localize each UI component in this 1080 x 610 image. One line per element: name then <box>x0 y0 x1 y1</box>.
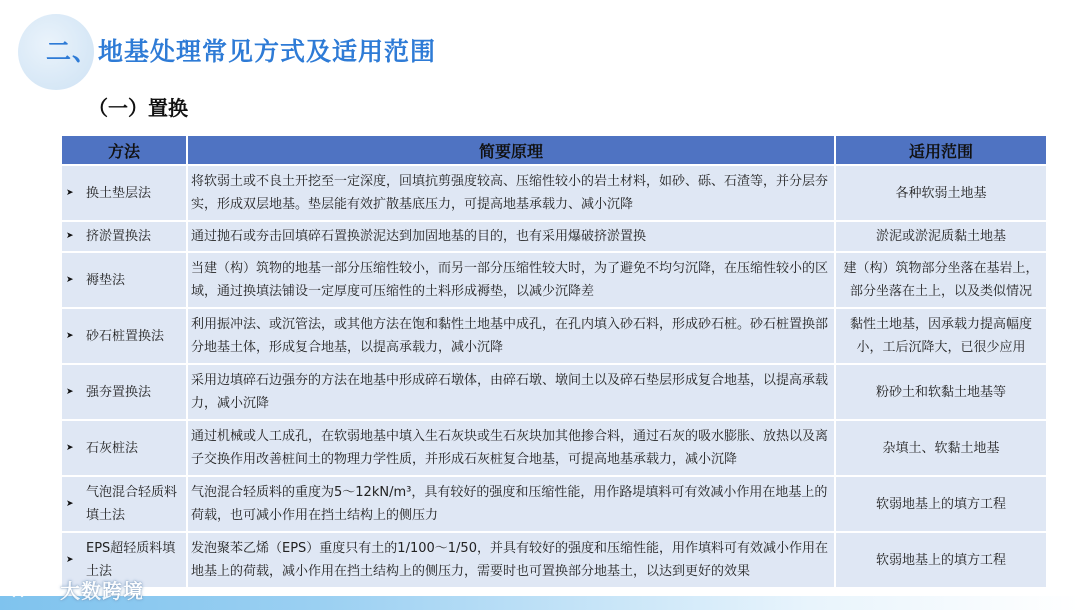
table-row <box>62 477 1046 531</box>
scope-cell: 淤泥或淤泥质黏土地基 <box>836 222 1046 251</box>
table-row <box>62 222 1046 251</box>
scope-cell: 粉砂土和软黏土地基等 <box>836 365 1046 419</box>
header-principle: 简要原理 <box>188 136 834 164</box>
method-name: 褥垫法 <box>86 272 126 288</box>
scope-cell: 软弱地基上的填方工程 <box>836 533 1046 587</box>
watermark-text: 大数跨境 <box>60 578 144 603</box>
method-name: 挤淤置换法 <box>86 229 152 244</box>
bullet-arrow-icon: ➤ <box>66 442 74 453</box>
method-name: 强夯置换法 <box>86 384 152 400</box>
bullet-arrow-icon: ➤ <box>66 274 74 285</box>
watermark-logo-icon <box>10 576 54 602</box>
scope-cell: 软弱地基上的填方工程 <box>836 477 1046 531</box>
method-name: EPS超轻质料填土法 <box>86 541 176 579</box>
method-cell <box>62 421 186 475</box>
table-header-row <box>62 136 1046 164</box>
bullet-arrow-icon: ➤ <box>66 386 74 397</box>
bullet-arrow-icon: ➤ <box>66 330 74 341</box>
method-name: 石灰桩法 <box>86 440 139 456</box>
method-cell <box>62 253 186 307</box>
method-cell <box>62 365 186 419</box>
table-row <box>62 253 1046 307</box>
scope-cell: 杂填土、软黏土地基 <box>836 421 1046 475</box>
principle-cell: 将软弱土或不良土开挖至一定深度，回填抗剪强度较高、压缩性较小的岩土材料，如砂、砾、石渣等，并分层夯实，形成双层地基。垫层能有效扩散基底压力，可提高地基承载力、减小沉降 <box>188 166 834 220</box>
principle-cell: 采用边填碎石边强夯的方法在地基中形成碎石墩体，由碎石墩、墩间土以及碎石垫层形成复合地基，以提高承载力，减小沉降 <box>188 365 834 419</box>
bullet-arrow-icon: ➤ <box>66 231 74 241</box>
header-scope: 适用范围 <box>836 136 1046 164</box>
method-cell <box>62 309 186 363</box>
principle-cell: 通过机械或人工成孔，在软弱地基中填入生石灰块或生石灰块加其他掺合料，通过石灰的吸水膨胀、放热以及离子交换作用改善桩间土的物理力学性质，并形成石灰桩复合地基，可提高地基承载力，减小沉降 <box>188 421 834 475</box>
method-cell <box>62 477 186 531</box>
principle-cell: 利用振冲法、或沉管法，或其他方法在饱和黏性土地基中成孔，在孔内填入砂石料，形成砂石桩。砂石桩置换部分地基土体，形成复合地基，以提高承载力，减小沉降 <box>188 309 834 363</box>
principle-cell: 当建（构）筑物的地基一部分压缩性较小，而另一部分压缩性较大时，为了避免不均匀沉降，在压缩性较小的区域，通过换填法铺设一定厚度可压缩性的土料形成褥垫，以减少沉降差 <box>188 253 834 307</box>
bullet-arrow-icon: ➤ <box>66 554 74 565</box>
page-title: 二、地基处理常见方式及适用范围 <box>46 37 437 66</box>
bullet-arrow-icon: ➤ <box>66 498 74 509</box>
method-name: 气泡混合轻质料填土法 <box>86 485 178 523</box>
table-row <box>62 421 1046 475</box>
method-name: 换土垫层法 <box>86 185 152 201</box>
method-cell <box>62 166 186 220</box>
scope-cell: 建（构）筑物部分坐落在基岩上，部分坐落在土上，以及类似情况 <box>836 253 1046 307</box>
table-row <box>62 365 1046 419</box>
principle-cell: 发泡聚苯乙烯（EPS）重度只有土的1/100～1/50，并具有较好的强度和压缩性能，用作填料可有效减小作用在地基上的荷载，减小作用在挡土结构上的侧压力，需要时也可置换部分地基土，以达到更好的效果 <box>188 533 834 587</box>
header-method: 方法 <box>62 136 186 164</box>
table-row <box>62 309 1046 363</box>
scope-cell: 各种软弱土地基 <box>836 166 1046 220</box>
footer-gradient-bar <box>0 596 1080 610</box>
bullet-arrow-icon: ➤ <box>66 187 74 198</box>
table-row <box>62 533 1046 587</box>
watermark <box>10 574 144 604</box>
method-cell <box>62 222 186 251</box>
method-name: 砂石桩置换法 <box>86 328 165 344</box>
methods-table <box>60 134 1048 589</box>
principle-cell: 气泡混合轻质料的重度为5～12kN/m³，具有较好的强度和压缩性能，用作路堤填料可有效减小作用在地基上的荷载，也可减小作用在挡土结构上的侧压力 <box>188 477 834 531</box>
scope-cell: 黏性土地基，因承载力提高幅度小，工后沉降大，已很少应用 <box>836 309 1046 363</box>
section-subtitle: （一）置换 <box>88 96 188 120</box>
table-row <box>62 166 1046 220</box>
principle-cell: 通过抛石或夯击回填碎石置换淤泥达到加固地基的目的，也有采用爆破挤淤置换 <box>188 222 834 251</box>
